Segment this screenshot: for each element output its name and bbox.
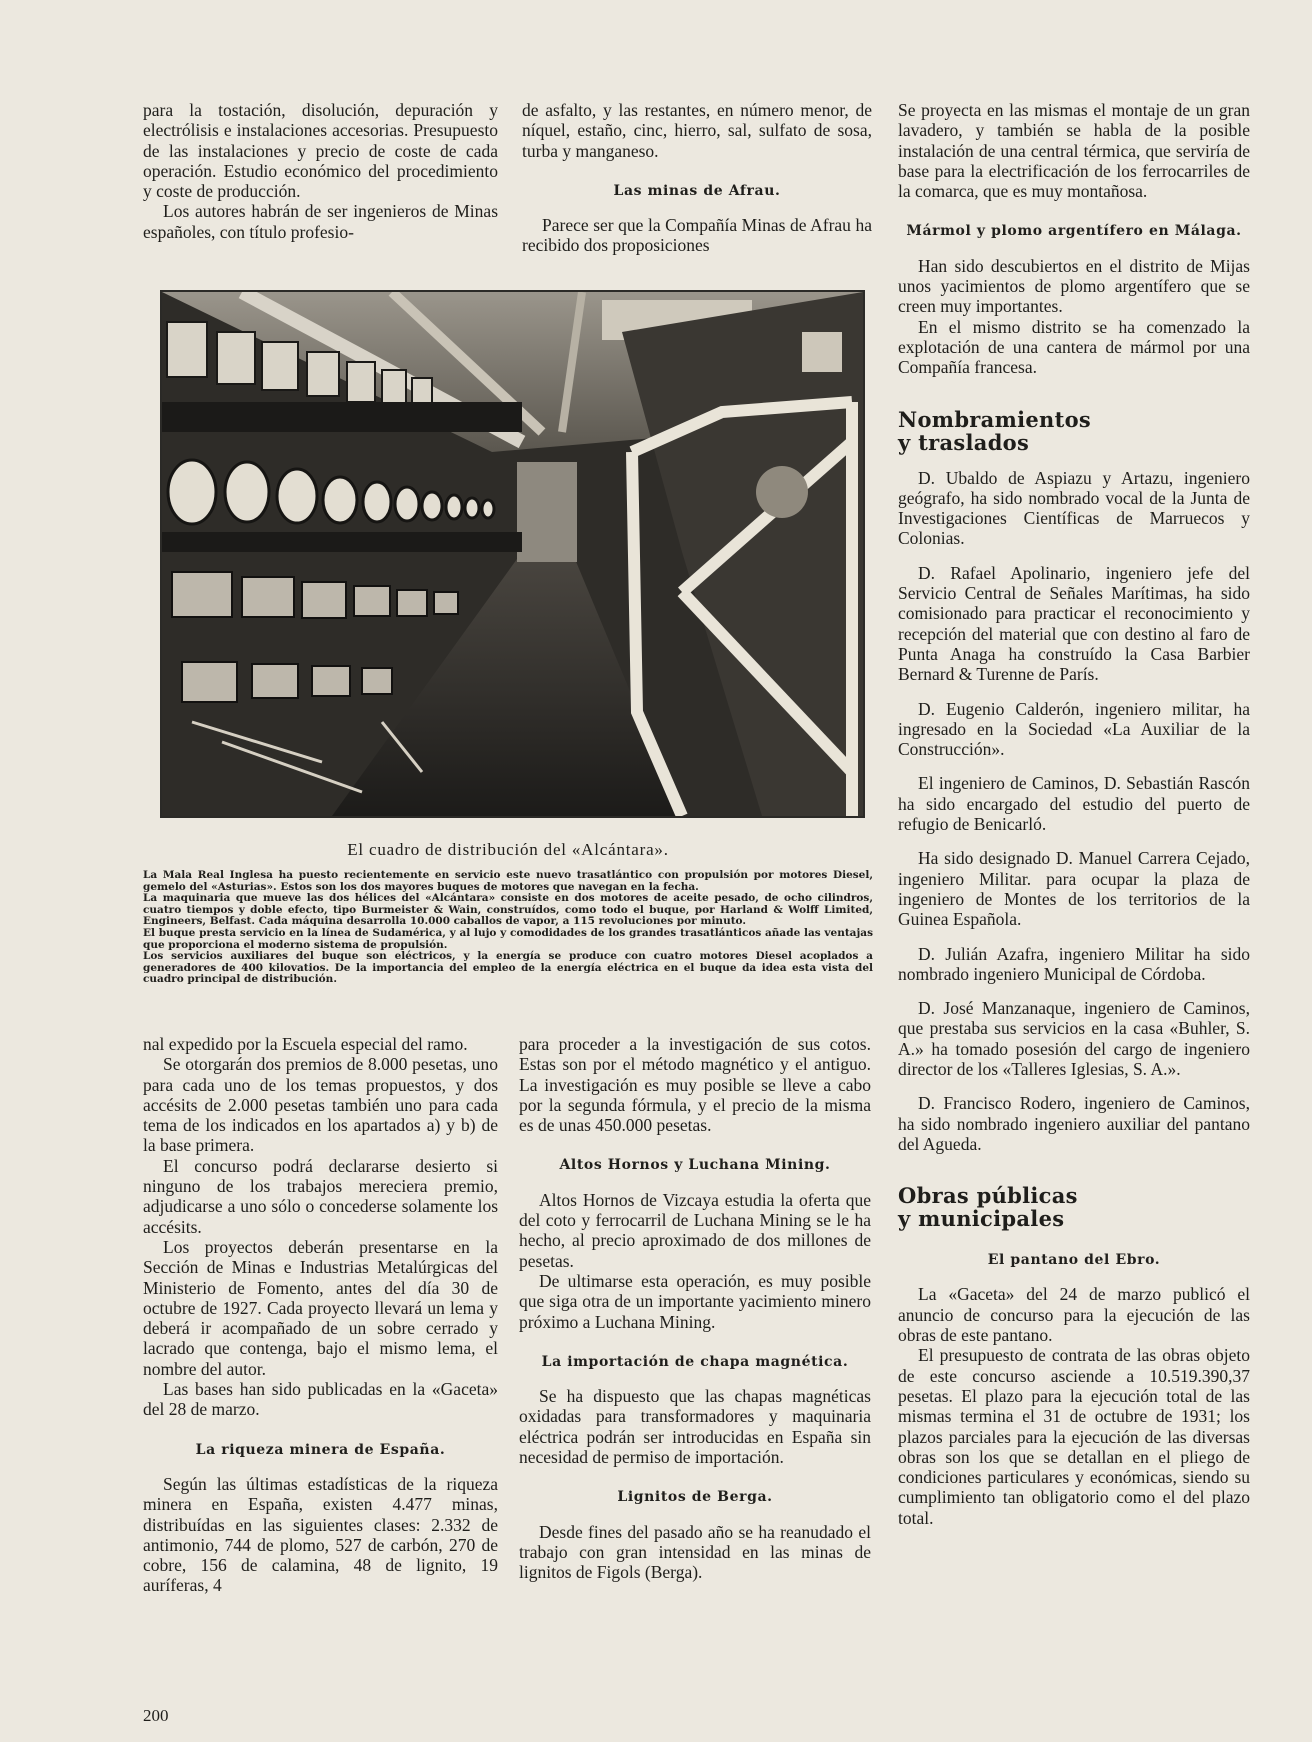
paragraph: El concurso podrá declararse desierto si ninguno de los trabajos mereciera premio, adjudicarse a uno sólo o concederse solamente los accésits. [143,1155,498,1237]
paragraph: para proceder a la investigación de sus cotos. Estas son por el método magnético y el antiguo. La investigación es muy posible se lleve a cabo por la segunda fórmula, y el precio de la misma es de unas 450.000 pesetas. [519,1034,871,1136]
appointment: D. Eugenio Calderón, ingeniero militar, ha ingresado en la Sociedad «La Auxiliar de la Construcción». [898,698,1250,760]
section-heading: Lignitos de Berga. [617,1489,773,1506]
section-title-line: y traslados [898,429,1030,455]
section-title [898,408,1250,454]
caption-note: La maquinaria que mueve las dos hélices del «Alcántara» consiste en dos motores de aceite pesado, de ocho cilindros, cuatro tiempos y doble efecto, tipo Burmeister & Wain, construídos, como todo el buque, por Harland & Wolff Limited, Engineers, Belfast. Cada máquina desarrolla 10.000 caballos de vapor, a 115 revoluciones por minuto. [143,892,873,928]
caption-note: Los servicios auxiliares del buque son eléctricos, y la energía se produce con cuatro motores Diesel acoplados a generadores de 400 kilovatios. De la importancia del empleo de la energía eléctrica en el buque da idea esta vista del cuadro principal de distribución. [143,950,873,986]
column-2-bottom [519,1034,871,1583]
appointment: D. Ubaldo de Aspiazu y Artazu, ingeniero geógrafo, ha sido nombrado vocal de la Junta de Investigaciones Científicas de Marruecos y Colonias. [898,467,1250,549]
section-heading: La riqueza minera de España. [195,1441,446,1458]
paragraph: Según las últimas estadísticas de la riqueza minera en España, existen 4.477 minas, distribuídas en las siguientes clases: 2.332 de antimonio, 744 de plomo, 527 de carbón, 270 de cobre, 156 de calamina, 48 de lignito, 19 auríferas, 4 [143,1473,498,1596]
paragraph: El presupuesto de contrata de las obras objeto de este concurso asciende a 10.519.390,37 pesetas. El plazo para la ejecución total de las mismas termina el 31 de octubre de 1931; los plazos parciales para la ejecución de las diversas obras son los que se detallan en el pliego de condiciones particulares y económicas, siendo su cumplimiento tan obligatorio como el del plazo total. [898,1345,1250,1528]
column-2-top [522,100,872,256]
section-title-line: Obras públicas [898,1183,1078,1209]
section-title-line: Nombramientos [898,406,1092,432]
paragraph: Se ha dispuesto que las chapas magnéticas oxidadas para transformadores y maquinaria eléctrica podrán ser introducidas en España sin necesidad de permiso de importación. [519,1386,871,1468]
section-heading: La importación de chapa magnética. [541,1353,849,1370]
column-3 [898,100,1250,1528]
paragraph: Los autores habrán de ser ingenieros de Minas españoles, con título profesio- [143,201,498,242]
section-heading: Mármol y plomo argentífero en Málaga. [906,223,1242,240]
paragraph: nal expedido por la Escuela especial del ramo. [143,1034,468,1054]
paragraph: Se otorgarán dos premios de 8.000 pesetas, uno para cada uno de los temas propuestos, y dos accésits de 2.000 pesetas también uno para cada tema de los indicados en los apartados a) y b) de la base primera. [143,1054,498,1156]
section-title-line: y municipales [898,1206,1065,1232]
appointment: El ingeniero de Caminos, D. Sebastián Rascón ha sido encargado del estudio del puerto de refugio de Benicarló. [898,773,1250,835]
appointment: D. José Manzanaque, ingeniero de Caminos, que prestaba sus servicios en la casa «Buhler, S. A.» ha tomado posesión del cargo de ingeniero director de los «Talleres Iglesias, S. A.». [898,998,1250,1079]
section-heading: Altos Hornos y Luchana Mining. [559,1157,831,1174]
caption-note: La Mala Real Inglesa ha puesto recientemente en servicio este nuevo trasatlántico con propulsión por motores Diesel, gemelo del «Asturias». Estos son los dos mayores buques de motores que navegan en la fecha. [143,869,873,893]
paragraph: Han sido descubiertos en el distrito de Mijas unos yacimientos de plomo argentífero que se creen muy importantes. [898,255,1250,317]
paragraph: Los proyectos deberán presentarse en la Sección de Minas e Industrias Metalúrgicas del Ministerio de Fomento, antes del día 30 de octubre de 1927. Cada proyecto llevará un lema y deberá ir acompañado de un sobre cerrado y lacrado que contenga, bajo el mismo lema, el nombre del autor. [143,1236,498,1379]
paragraph: Desde fines del pasado año se ha reanudado el trabajo con gran intensidad en las minas de lignitos de Figols (Berga). [519,1521,871,1583]
figure-caption: El cuadro de distribución del «Alcántara». [347,840,669,859]
paragraph: Altos Hornos de Vizcaya estudia la oferta que del coto y ferrocarril de Luchana Mining se le ha hecho, al precio aproximado de dos millones de pesetas. [519,1189,871,1271]
paragraph: Se proyecta en las mismas el montaje de un gran lavadero, y también se habla de la posible instalación de una central térmica, que serviría de base para la electrificación de los ferrocarriles de la comarca, que es muy montañosa. [898,100,1250,202]
figure-notes [143,870,873,986]
section-heading: El pantano del Ebro. [987,1252,1161,1269]
appointment: Ha sido designado D. Manuel Carrera Cejado, ingeniero Militar. para ocupar la plaza de ingeniero de Montes de los territorios de la Guinea Española. [898,848,1250,930]
page-number: 200 [143,1706,169,1725]
section-heading: Las minas de Afrau. [613,182,781,199]
paragraph: para la tostación, disolución, depuración y electrólisis e instalaciones accesorias. Presupuesto de las instalaciones y precio de coste de cada operación. Estudio económico del procedimiento y coste de producción. [143,100,498,202]
paragraph: de asfalto, y las restantes, en número menor, de níquel, estaño, cinc, hierro, sal, sulfato de sosa, turba y manganeso. [522,100,872,161]
paragraph: De ultimarse esta operación, es muy posible que siga otra de un importante yacimiento minero próximo a Luchana Mining. [519,1270,871,1332]
paragraph: La «Gaceta» del 24 de marzo publicó el anuncio de concurso para la ejecución de las obras de este pantano. [898,1284,1250,1346]
appointment: D. Julián Azafra, ingeniero Militar ha sido nombrado ingeniero Municipal de Córdoba. [898,943,1250,984]
paragraph: Parece ser que la Compañía Minas de Afrau ha recibido dos proposiciones [522,215,872,256]
column-1-bottom [143,1034,498,1596]
appointment: D. Rafael Apolinario, ingeniero jefe del Servicio Central de Señales Marítimas, ha sido comisionado para practicar el reconocimiento y recepción del material que con destino al faro de Punta Anaga ha construído la Casa Barbier Bernard & Turenne de París. [898,562,1250,685]
caption-note: El buque presta servicio en la línea de Sudamérica, y al lujo y comodidades de los grandes trasatlánticos añade las ventajas que proporciona el moderno sistema de propulsión. [143,926,873,951]
paragraph: En el mismo distrito se ha comenzado la explotación de una cantera de mármol por una Compañía francesa. [898,316,1250,378]
switchboard-photo [160,290,865,818]
column-1-top [143,100,498,242]
appointment: D. Francisco Rodero, ingeniero de Caminos, ha sido nombrado ingeniero auxiliar del pantano del Agueda. [898,1093,1250,1154]
paragraph: Las bases han sido publicadas en la «Gaceta» del 28 de marzo. [143,1379,498,1420]
section-title [898,1184,1250,1230]
